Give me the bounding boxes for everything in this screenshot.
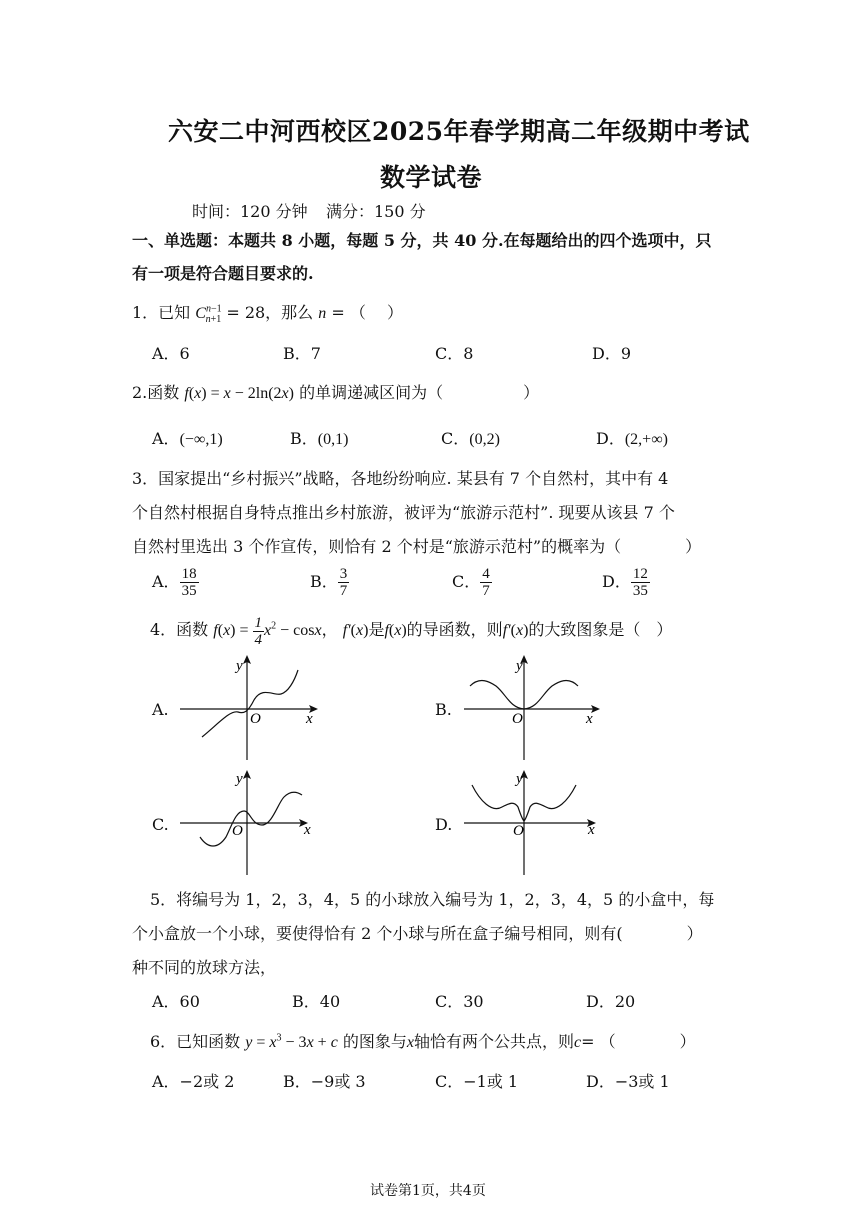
origin-label: O bbox=[512, 711, 523, 727]
q6-option-c: C．−1或 1 bbox=[435, 1072, 519, 1091]
q4-option-c-label: C. bbox=[152, 815, 169, 834]
q2-function: f(x) = x − 2ln(2x) bbox=[184, 385, 294, 402]
q2-option-a: A．(−∞,1) bbox=[152, 429, 223, 448]
score-info: 满分：150 分 bbox=[326, 202, 426, 221]
q1-suffix: = （ ） bbox=[331, 303, 403, 322]
q1-option-a: A．6 bbox=[152, 344, 190, 363]
q1-option-c: C．8 bbox=[435, 344, 474, 363]
section-heading-line1: 一、单选题：本题共 8 小题，每题 5 分，共 40 分.在每题给出的四个选项中，只 bbox=[132, 231, 712, 250]
q5-option-c: C．30 bbox=[435, 992, 484, 1011]
question-3-line1: 3．国家提出“乡村振兴”战略，各地纷纷响应. 某县有 7 个自然村，其中有 4 bbox=[132, 469, 669, 488]
axis-x-label: x bbox=[586, 711, 593, 727]
q3-option-c: C． $\frac{4}{7}$ bbox=[452, 566, 490, 599]
q4-derivative: f′(x) bbox=[342, 622, 369, 640]
q4-function: f(x) = $\frac{1}{4}$ $x^2 - \cos x$ bbox=[213, 615, 322, 648]
page-subtitle: 数学试卷 bbox=[380, 163, 483, 192]
q4-option-a-label: A. bbox=[152, 700, 169, 719]
axis-y-label: y bbox=[236, 658, 243, 674]
axis-x-label: x bbox=[306, 711, 313, 727]
question-5-line2: 个小盒放一个小球，要使得恰有 2 个小球与所在盒子编号相同，则有( ） bbox=[132, 924, 703, 943]
q2-option-c: C．(0,2) bbox=[441, 429, 500, 448]
q1-eq: = 28，那么 bbox=[226, 303, 314, 322]
q6-option-a: A．−2或 2 bbox=[152, 1072, 235, 1091]
axis-x-label: x bbox=[588, 822, 595, 838]
q4-prefix: 4．函数 bbox=[150, 620, 209, 640]
q2-prefix: 2.函数 bbox=[132, 383, 180, 402]
page-footer: 试卷第1页，共4页 bbox=[370, 1183, 486, 1199]
q6-prefix: 6．已知函数 bbox=[150, 1032, 241, 1051]
time-info: 时间：120 分钟 bbox=[192, 202, 308, 221]
q5-option-a: A．60 bbox=[152, 992, 200, 1011]
q2-option-b: B．(0,1) bbox=[290, 429, 349, 448]
question-6: 6．已知函数 $y = x^3 - 3x + c$ 的图象与x轴恰有两个公共点，则c= （ ） bbox=[150, 1032, 696, 1051]
q5-option-d: D．20 bbox=[586, 992, 636, 1011]
q2-suffix: 的单调递减区间为（ ） bbox=[299, 383, 540, 402]
origin-label: O bbox=[232, 823, 243, 839]
q5-option-b: B．40 bbox=[292, 992, 341, 1011]
section-heading-line2: 有一项是符合题目要求的. bbox=[132, 264, 314, 283]
q1-combination: $C^{n-1}_{n+1}$ bbox=[195, 303, 222, 326]
question-5-line1: 5．将编号为 1，2，3，4，5 的小球放入编号为 1，2，3，4，5 的小盒中，每 bbox=[150, 890, 715, 909]
q4-graph-b bbox=[462, 652, 612, 762]
page-title: 六安二中河西校区2025年春学期高二年级期中考试 bbox=[168, 117, 750, 146]
q6-function: $y = x^3 - 3x + c$ bbox=[245, 1032, 338, 1051]
q6-suffix: = （ ） bbox=[581, 1032, 696, 1051]
q4-option-b-label: B. bbox=[435, 700, 452, 719]
q3-option-b: B． $\frac{3}{7}$ bbox=[310, 566, 348, 599]
origin-label: O bbox=[513, 823, 524, 839]
question-2 bbox=[132, 380, 539, 403]
question-3-line3: 自然村里选出 3 个作宣传，则恰有 2 个村是“旅游示范村”的概率为（ ） bbox=[132, 537, 702, 556]
q4-graph-a bbox=[178, 652, 328, 762]
q4-graph-c bbox=[178, 767, 328, 877]
q1-var-n: n bbox=[318, 305, 327, 322]
axis-y-label: y bbox=[516, 771, 523, 787]
q1-option-b: B．7 bbox=[283, 344, 321, 363]
axis-x-label: x bbox=[304, 822, 311, 838]
axis-y-label: y bbox=[236, 771, 243, 787]
q2-option-d: D．(2,+∞) bbox=[596, 429, 668, 448]
q6-mid2: 轴恰有两个公共点，则 bbox=[414, 1032, 575, 1051]
q4-option-d-label: D. bbox=[435, 815, 453, 834]
q1-prefix: 1．已知 bbox=[132, 303, 191, 322]
q6-mid: 的图象与 bbox=[342, 1032, 407, 1051]
q4-graph-d bbox=[462, 767, 612, 877]
question-1 bbox=[132, 300, 403, 325]
q3-option-d: D． $\frac{12}{35}$ bbox=[602, 566, 648, 599]
origin-label: O bbox=[250, 711, 261, 727]
q1-option-d: D．9 bbox=[592, 344, 632, 363]
q3-option-a: A． $\frac{18}{35}$ bbox=[152, 566, 197, 599]
axis-y-label: y bbox=[516, 658, 523, 674]
q6-option-b: B．−9或 3 bbox=[283, 1072, 366, 1091]
question-5-line3: 种不同的放球方法， bbox=[132, 958, 277, 977]
question-3-line2: 个自然村根据自身特点推出乡村旅游，被评为“旅游示范村”. 现要从该县 7 个 bbox=[132, 503, 675, 522]
question-4: 4．函数 f(x) = $\frac{1}{4}$ $x^2 - \cos x$， f′(x)是f(x)的导函数，则f′(x)的大致图象是（ ） bbox=[150, 615, 673, 648]
q6-option-d: D．−3或 1 bbox=[586, 1072, 670, 1091]
